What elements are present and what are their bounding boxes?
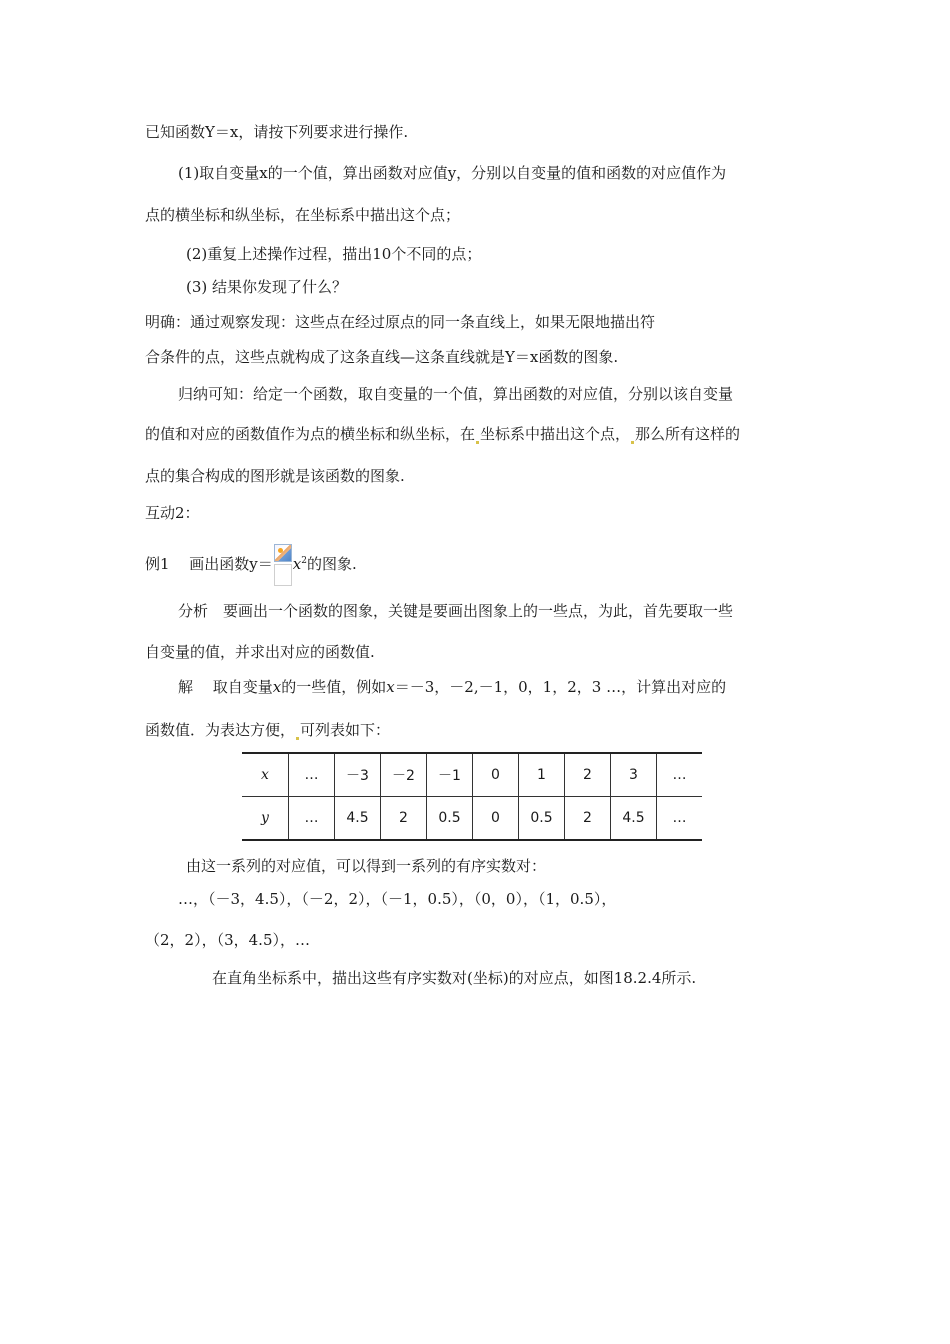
analysis-line-1: 分析 要画出一个函数的图象，关键是要画出图象上的一些点，为此，首先要取一些 (178, 602, 734, 620)
table-cell: 2 (565, 797, 611, 841)
summary-line-2 (145, 424, 740, 444)
table-cell: 2 (565, 753, 611, 797)
step-1-cont: 点的横坐标和纵坐标，在坐标系中描出这个点； (145, 206, 461, 224)
solution-text-e: 可列表如下： (300, 721, 391, 739)
table-cell: 1 (519, 753, 565, 797)
table-cell: －1 (427, 753, 473, 797)
summary-text-c: 那么所有这样的 (635, 425, 741, 443)
solution-text-b: 的一些值，例如 (281, 678, 387, 696)
example-1 (145, 540, 357, 586)
solution-text-a: 解 取自变量 (178, 678, 273, 696)
table-cell: 0.5 (519, 797, 565, 841)
table-cell: 0 (473, 797, 519, 841)
summary-line-1: 归纳可知：给定一个函数，取自变量的一个值，算出函数的对应值，分别以该自变量 (178, 385, 734, 403)
table-cell: … (289, 797, 335, 841)
table-cell: －2 (381, 753, 427, 797)
solution-text-d: 函数值．为表达方便， (145, 721, 296, 739)
highlight-mark (476, 441, 479, 444)
clarify-line-2: 合条件的点，这些点就构成了这条直线—这条直线就是Y＝x函数的图象. (145, 348, 619, 366)
solution-line-2 (145, 720, 390, 740)
table-cell: … (657, 797, 703, 841)
table-cell: … (657, 753, 703, 797)
summary-line-3: 点的集合构成的图形就是该函数的图象. (145, 467, 405, 485)
table-cell: 2 (381, 797, 427, 841)
pairs-intro: 由这一系列的对应值，可以得到一系列的有序实数对： (186, 857, 547, 875)
paragraph-intro: 已知函数Y＝x，请按下列要求进行操作. (145, 123, 409, 141)
fraction-image (274, 544, 292, 586)
table-cell: 4.5 (611, 797, 657, 841)
table-cell: … (289, 753, 335, 797)
step-3: (3) 结果你发现了什么？ (186, 278, 348, 296)
table-cell: y (242, 797, 289, 841)
step-2: (2)重复上述操作过程，描出10个不同的点； (186, 245, 482, 263)
clarify-line-1: 明确：通过观察发现：这些点在经过原点的同一条直线上，如果无限地描出符 (145, 313, 656, 331)
table-cell: 3 (611, 753, 657, 797)
solution-line-1 (178, 677, 726, 697)
summary-text-a: 的值和对应的函数值作为点的横坐标和纵坐标，在 (145, 425, 476, 443)
table-cell: 0 (473, 753, 519, 797)
pairs-line-2: （2，2），（3，4.5），… (145, 931, 310, 949)
example-text-a: 例1 画出函数y＝ (145, 555, 273, 573)
step-1: (1)取自变量x的一个值，算出函数对应值y，分别以自变量的值和函数的对应值作为 (178, 164, 727, 182)
highlight-mark (631, 441, 634, 444)
image-box (274, 564, 292, 586)
analysis-line-2: 自变量的值，并求出对应的函数值. (145, 643, 375, 661)
summary-text-b: 坐标系中描出这个点， (480, 425, 631, 443)
variable-x: x (272, 678, 282, 696)
table-row-x (242, 753, 702, 797)
highlight-mark (296, 737, 299, 740)
section-heading: 互动2： (145, 504, 200, 522)
table-cell: 4.5 (335, 797, 381, 841)
closing-line: 在直角坐标系中，描出这些有序实数对(坐标)的对应点，如图18.2.4所示. (212, 969, 697, 987)
table-cell: －3 (335, 753, 381, 797)
value-table (242, 752, 702, 841)
example-text-c: 的图象. (307, 555, 357, 573)
table-row-y (242, 797, 702, 841)
table-cell: 0.5 (427, 797, 473, 841)
variable-x: x (386, 678, 395, 696)
solution-text-c: ＝－3，－2,－1，0，1，2，3 …，计算出对应的 (394, 678, 727, 696)
exponent: 2 (301, 556, 307, 566)
pairs-line-1: …，（－3，4.5），（－2，2），（－1，0.5），（0，0），（1，0.5）， (178, 890, 617, 908)
table-cell: x (242, 753, 289, 797)
variable-x: x (292, 555, 302, 573)
image-placeholder-icon (274, 544, 292, 562)
